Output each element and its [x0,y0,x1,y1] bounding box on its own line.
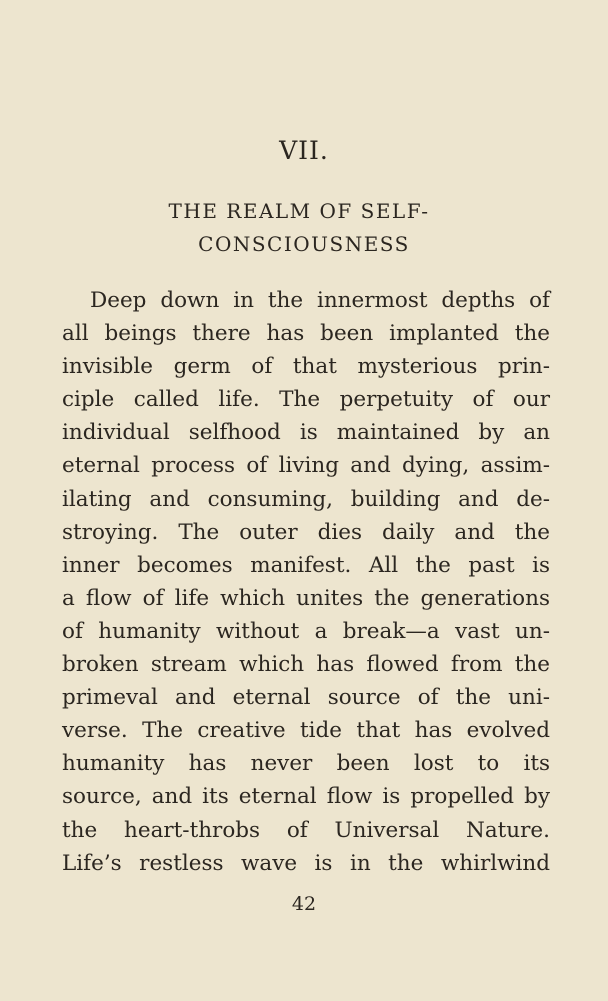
text-line: primeval and eternal source of the uni- [62,685,550,711]
body-text [62,284,550,880]
chapter-title-line-1: THE REALM OF SELF- [168,199,430,223]
text-line: Life’s restless wave is in the whirlwind [62,850,550,876]
text-line: broken stream which has flowed from the [62,652,550,678]
text-line: a flow of life which unites the generations [62,585,550,611]
text-line: ilating and consuming, building and de- [62,486,550,512]
text-line: Deep down in the innermost depths of [90,288,550,313]
text-line: stroying. The outer dies daily and the [62,519,550,545]
chapter-title-line-2: CONSCIOUSNESS [198,232,410,256]
chapter-number: VII. [279,136,329,165]
text-line: individual selfhood is maintained by an [62,420,550,446]
text-line: ciple called life. The perpetuity of our [62,387,550,413]
text-line: source, and its eternal flow is propelled by [62,784,550,810]
page-number: 42 [291,893,317,915]
text-line: of humanity without a break—a vast un- [62,618,550,644]
text-line: all beings there has been implanted the [62,321,550,347]
text-line: verse. The creative tide that has evolved [62,718,550,744]
text-line: the heart-throbs of Universal Nature. [62,817,550,843]
text-line: eternal process of living and dying, assim- [62,453,550,479]
text-line: inner becomes manifest. All the past is [62,552,550,578]
text-line: humanity has never been lost to its [62,751,550,777]
text-line: invisible germ of that mysterious prin- [62,354,550,380]
